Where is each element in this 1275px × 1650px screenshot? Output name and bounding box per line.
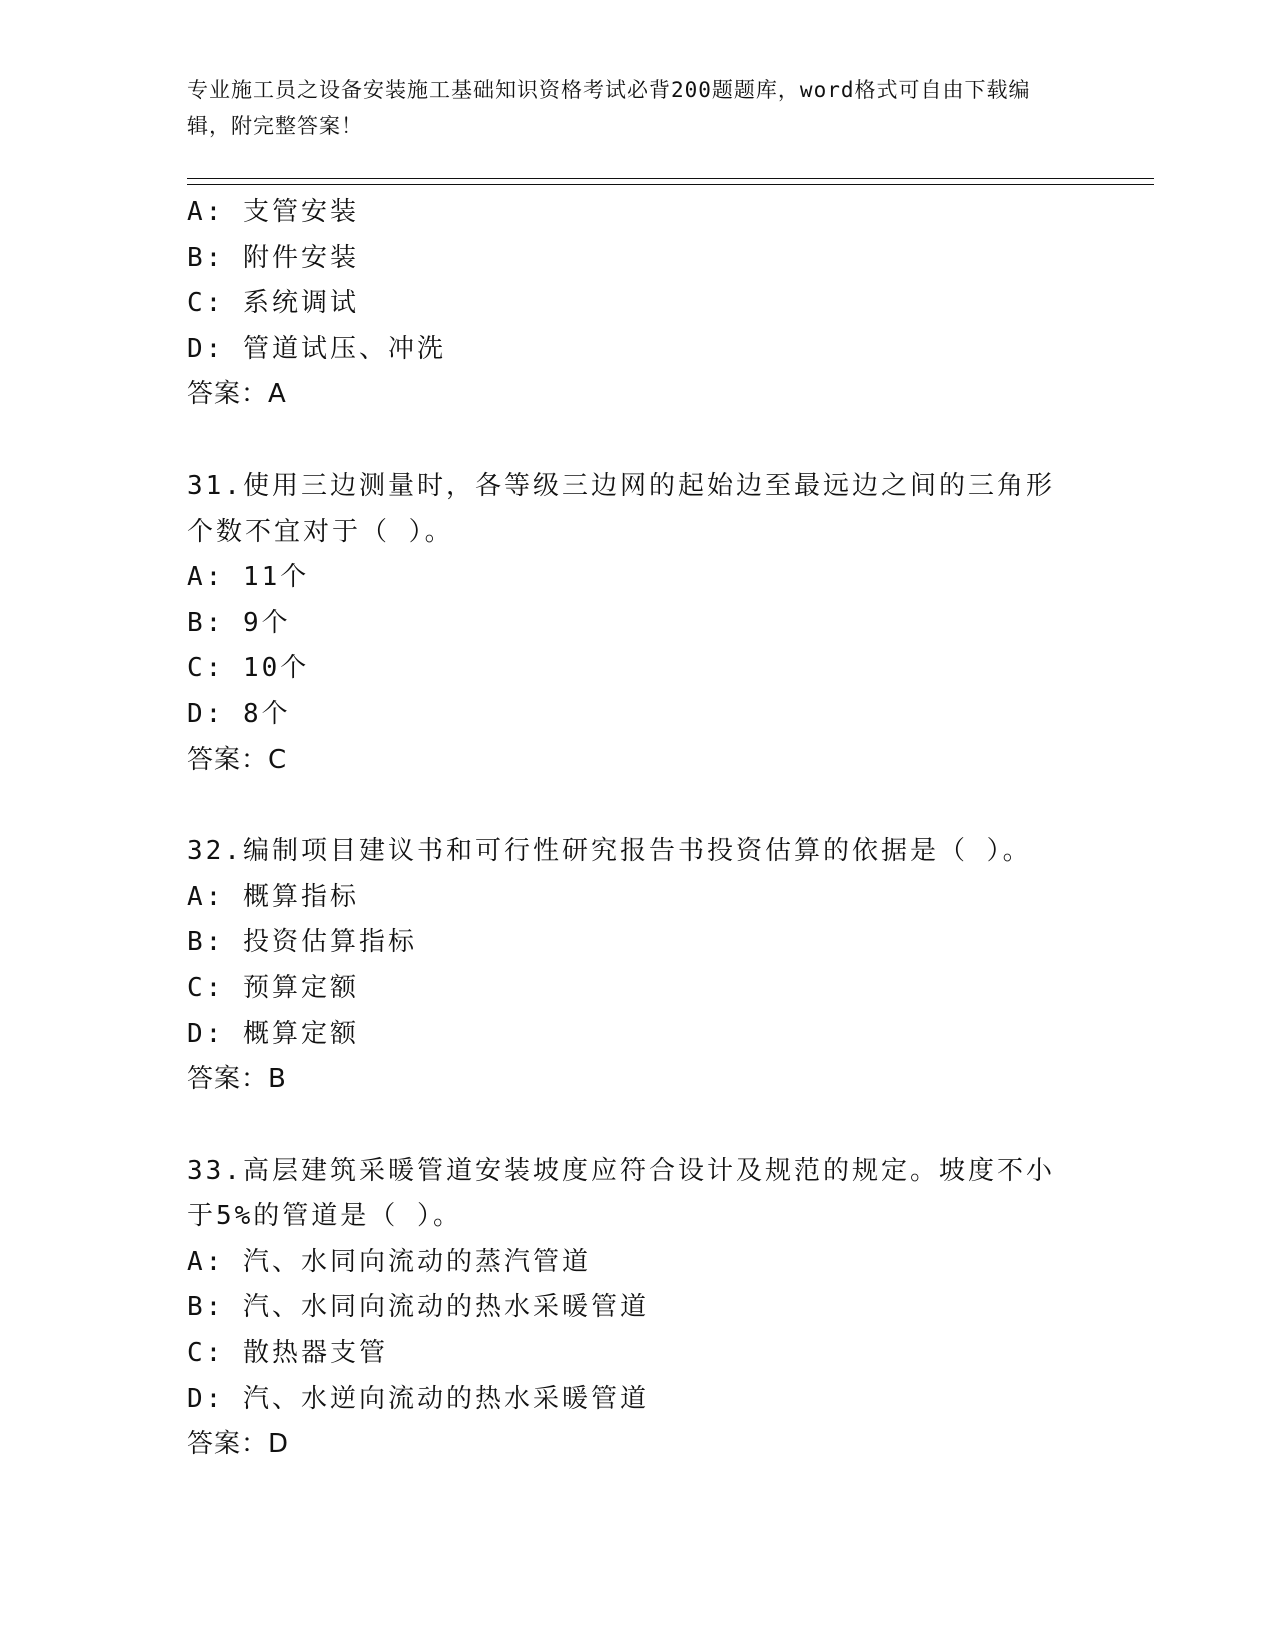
option-c: C: 散热器支管: [187, 1338, 388, 1369]
option-d: D: 8个: [187, 698, 291, 729]
answer-label: 答案：A: [187, 379, 287, 410]
option-a: A: 11个: [187, 562, 310, 593]
document-header: 专业施工员之设备安装施工基础知识资格考试必背200题题库，word格式可自由下载编辑，附完整答案！: [187, 78, 1031, 138]
spacer: [187, 418, 1087, 464]
question-title: 32.编制项目建议书和可行性研究报告书投资估算的依据是（ ）。: [187, 836, 1032, 867]
question-list: [187, 190, 1087, 1468]
option-c: C: 预算定额: [187, 972, 359, 1003]
option-b: B: 投资估算指标: [187, 927, 417, 958]
option-b: B: 汽、水同向流动的热水采暖管道: [187, 1292, 649, 1323]
option-d: D: 概算定额: [187, 1018, 359, 1049]
option-b: B: 附件安装: [187, 242, 359, 273]
answer-label: 答案：D: [187, 1429, 290, 1460]
option-a: A: 概算指标: [187, 881, 359, 912]
option-a: A: 汽、水同向流动的蒸汽管道: [187, 1246, 591, 1277]
question-title: 33.高层建筑采暖管道安装坡度应符合设计及规范的规定。坡度不小于5%的管道是（ ）。: [187, 1155, 1055, 1232]
option-d: D: 管道试压、冲洗: [187, 333, 446, 364]
option-a: A: 支管安装: [187, 197, 359, 227]
question-30-block: [187, 190, 1087, 418]
answer-label: 答案：C: [187, 744, 288, 775]
option-c: C: 系统调试: [187, 288, 359, 319]
answer-label: 答案：B: [187, 1064, 287, 1095]
question-33-block: [187, 1149, 1087, 1468]
header-rule-top: [187, 178, 1154, 179]
question-31-block: [187, 464, 1087, 783]
spacer: [187, 1103, 1087, 1149]
option-c: C: 10个: [187, 653, 310, 684]
header-rule-bottom: [187, 184, 1154, 185]
option-d: D: 汽、水逆向流动的热水采暖管道: [187, 1383, 649, 1414]
question-title: 31.使用三边测量时，各等级三边网的起始边至最远边之间的三角形个数不宜对于（ ）。: [187, 470, 1055, 547]
option-b: B: 9个: [187, 607, 291, 638]
spacer: [187, 783, 1087, 829]
question-32-block: [187, 829, 1087, 1103]
